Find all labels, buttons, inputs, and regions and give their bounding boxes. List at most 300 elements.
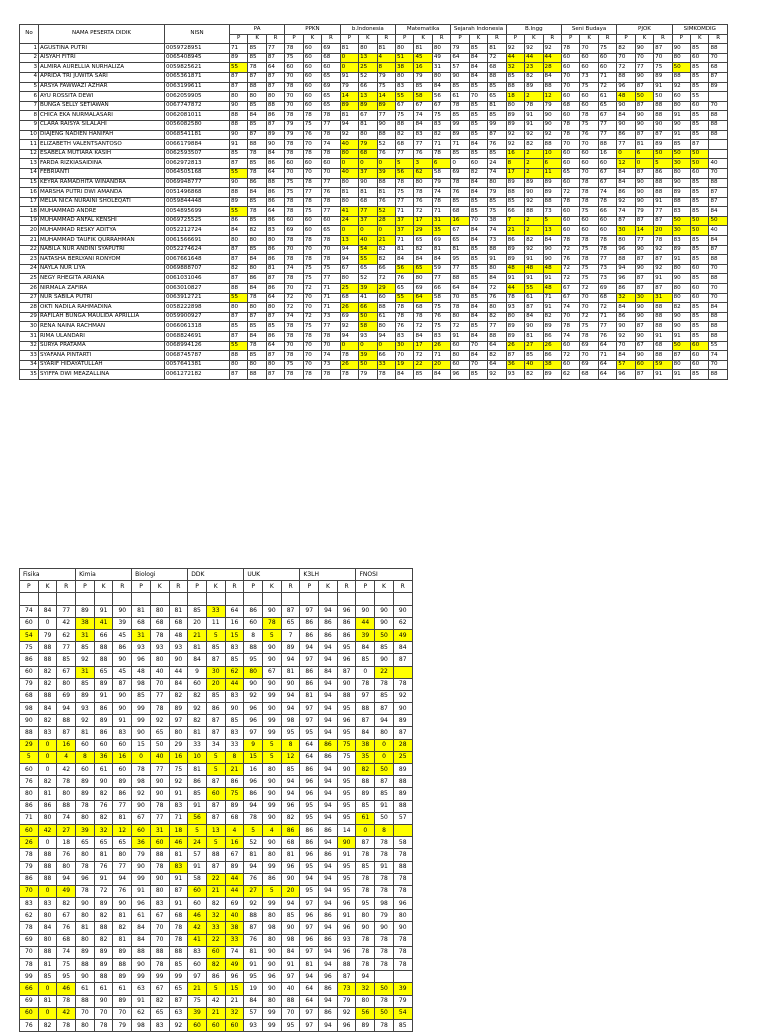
grade-cell: 69	[598, 284, 616, 294]
grade-cell: 85	[248, 44, 266, 54]
grade-cell: 91	[230, 140, 248, 150]
grade-cell: 35	[356, 751, 375, 763]
grade-cell: 15	[225, 629, 244, 641]
grade-cell: 85	[506, 72, 524, 82]
grade-cell: 0	[38, 837, 57, 849]
grade-cell: 85	[356, 861, 375, 873]
grade-cell: 94	[319, 605, 338, 617]
grade-cell: 85	[691, 312, 709, 322]
grade-cell: 27	[244, 885, 263, 897]
grade-cell: 92	[244, 898, 263, 910]
grade-cell: 84	[38, 703, 57, 715]
grade-cell: 5	[263, 751, 282, 763]
grade-cell: 87	[169, 885, 188, 897]
grade-cell: 78	[322, 236, 340, 246]
grade-cell: 82	[150, 995, 169, 1007]
grade-cell: 94	[319, 800, 338, 812]
grade-cell: 39	[393, 983, 412, 995]
col-name-header: NAMA PESERTA DIDIK	[39, 25, 165, 44]
grade-cell: 69	[432, 236, 450, 246]
grade-cell: 86	[94, 727, 113, 739]
grade-cell: 77	[396, 197, 414, 207]
grade-cell: 50	[709, 216, 727, 226]
grade-cell: 79	[635, 207, 653, 217]
student-name: MUHAMMAD ANDRE	[39, 207, 165, 217]
grade-cell: 35	[432, 226, 450, 236]
grade-cell: 16	[57, 739, 76, 751]
grade-cell: 60	[580, 226, 598, 236]
grade-cell: 86	[248, 274, 266, 284]
grade-cell: 91	[132, 885, 151, 897]
grade-cell: 44	[225, 678, 244, 690]
grade-cell: 90	[525, 322, 543, 332]
grade-cell: 88	[230, 351, 248, 361]
table-row	[20, 727, 413, 739]
grade-cell: 78	[169, 934, 188, 946]
grade-cell: 84	[188, 654, 207, 666]
grade-cell: 88	[356, 703, 375, 715]
grade-cell: 89	[94, 898, 113, 910]
grade-cell: 88	[266, 178, 284, 188]
grade-cell: 67	[57, 910, 76, 922]
grade-cell: 84	[469, 351, 487, 361]
grade-cell: 79	[359, 140, 377, 150]
grade-cell: 77	[451, 264, 469, 274]
grade-cell: 85	[469, 82, 487, 92]
grade-cell: 76	[451, 188, 469, 198]
grade-cell: 66	[94, 629, 113, 641]
grade-cell: 70	[709, 101, 727, 111]
student-name: AGUSTINA PUTRI	[39, 44, 165, 54]
grade-cell: 78	[248, 63, 266, 73]
table-row	[20, 92, 728, 102]
grade-cell: 86	[337, 617, 356, 629]
grade-cell: 72	[561, 274, 579, 284]
grade-cell: 78	[393, 678, 412, 690]
grade-cell: 56	[396, 168, 414, 178]
grade-cell: 60	[285, 159, 303, 169]
grade-cell: 90	[230, 101, 248, 111]
grade-cell: 0	[356, 666, 375, 678]
grade-cell: 92	[617, 332, 635, 342]
grade-cell: 91	[654, 197, 672, 207]
grade-cell: 75	[285, 188, 303, 198]
grade-cell: 72	[94, 885, 113, 897]
grade-cell: 60	[20, 824, 39, 836]
grade-cell: 77	[488, 322, 506, 332]
grade-cell: 91	[375, 861, 394, 873]
grade-cell: 91	[169, 788, 188, 800]
grade-cell: 80	[617, 236, 635, 246]
grade-cell: 86	[206, 971, 225, 983]
grade-cell: 90	[230, 130, 248, 140]
grade-cell: 85	[691, 370, 709, 380]
grade-cell: 68	[169, 617, 188, 629]
grade-cell: 40	[225, 910, 244, 922]
grade-cell: 21	[206, 885, 225, 897]
grade-cell: 82	[672, 303, 690, 313]
grade-cell: 85	[691, 178, 709, 188]
subcol-header: K	[263, 581, 282, 593]
grade-cell: 88	[57, 715, 76, 727]
row-number: 27	[20, 293, 39, 303]
grade-cell: 65	[598, 101, 616, 111]
grade-cell: 90	[76, 898, 95, 910]
row-number: 33	[20, 351, 39, 361]
grade-cell: 26	[20, 837, 39, 849]
grade-cell: 85	[469, 149, 487, 159]
grade-cell: 87	[635, 130, 653, 140]
grade-cell: 94	[375, 715, 394, 727]
subcol-header: P	[340, 34, 358, 44]
grade-cell	[393, 666, 412, 678]
grade-cell: 54	[393, 1007, 412, 1019]
grade-cell: 82	[525, 140, 543, 150]
grade-cell: 78	[356, 678, 375, 690]
grade-cell: 84	[617, 303, 635, 313]
grade-cell: 60	[322, 159, 340, 169]
grade-cell: 60	[598, 159, 616, 169]
student-nisn: 0061566691	[165, 236, 230, 246]
grade-cell: 96	[225, 971, 244, 983]
grade-cell: 64	[598, 360, 616, 370]
grade-cell: 93	[506, 370, 524, 380]
grade-cell: 78	[375, 959, 394, 971]
grade-cell: 90	[672, 178, 690, 188]
grade-cell: 80	[76, 934, 95, 946]
grade-cell: 75	[396, 111, 414, 121]
grade-cell: 78	[285, 332, 303, 342]
student-nisn: 0065408945	[165, 53, 230, 63]
grade-cell: 88	[543, 197, 561, 207]
grade-cell: 88	[266, 101, 284, 111]
grade-cell: 60	[691, 293, 709, 303]
grade-cell: 90	[150, 788, 169, 800]
grade-cell: 88	[337, 959, 356, 971]
grade-cell: 86	[506, 236, 524, 246]
grade-cell: 82	[469, 168, 487, 178]
grade-cell: 58	[393, 837, 412, 849]
grade-cell: 70	[580, 293, 598, 303]
grade-cell: 73	[543, 207, 561, 217]
grade-cell: 30	[672, 159, 690, 169]
grade-cell: 88	[488, 332, 506, 342]
grade-cell: 37	[359, 168, 377, 178]
grade-cell: 90	[263, 654, 282, 666]
grade-cell: 77	[377, 111, 395, 121]
grades-table-secondary	[19, 568, 413, 1032]
grade-cell: 81	[169, 849, 188, 861]
grade-cell: 60	[303, 101, 321, 111]
grade-cell: 50	[654, 92, 672, 102]
grade-cell: 62	[20, 910, 39, 922]
grade-cell: 86	[654, 168, 672, 178]
grade-cell: 78	[285, 44, 303, 54]
grade-cell: 89	[393, 715, 412, 727]
grade-cell: 0	[377, 341, 395, 351]
table-row	[20, 605, 413, 617]
grade-cell: 8	[375, 824, 394, 836]
grade-cell: 25	[359, 63, 377, 73]
grade-cell: 80	[248, 264, 266, 274]
grade-cell: 60	[206, 946, 225, 958]
grade-cell: 50	[672, 149, 690, 159]
grade-cell: 99	[263, 690, 282, 702]
grade-cell: 76	[580, 130, 598, 140]
grade-cell: 80	[244, 666, 263, 678]
row-number: 29	[20, 312, 39, 322]
grade-cell: 81	[300, 959, 319, 971]
grade-cell: 90	[635, 72, 653, 82]
grade-cell: 69	[20, 995, 39, 1007]
blank-cell	[169, 593, 188, 605]
grade-cell: 78	[451, 178, 469, 188]
grade-cell: 70	[322, 341, 340, 351]
grade-cell: 87	[266, 120, 284, 130]
grade-cell: 31	[432, 216, 450, 226]
grade-cell: 89	[356, 1019, 375, 1031]
grade-cell: 60	[691, 341, 709, 351]
table-row	[20, 800, 413, 812]
grade-cell: 78	[322, 111, 340, 121]
grade-cell: 29	[414, 226, 432, 236]
grade-cell: 24	[488, 159, 506, 169]
blank-cell	[375, 593, 394, 605]
grade-cell: 78	[303, 332, 321, 342]
table-header-row	[20, 25, 728, 35]
grade-cell: 82	[113, 922, 132, 934]
grade-cell: 90	[672, 120, 690, 130]
table-row	[20, 971, 413, 983]
grade-cell: 78	[263, 617, 282, 629]
grade-cell: 96	[319, 971, 338, 983]
grade-cell: 78	[598, 245, 616, 255]
grade-cell: 90	[230, 178, 248, 188]
grade-cell: 70	[617, 53, 635, 63]
grade-cell: 29	[169, 739, 188, 751]
table-row	[20, 72, 728, 82]
table-row	[20, 788, 413, 800]
student-nisn: 0059825621	[165, 63, 230, 73]
grade-cell: 69	[580, 360, 598, 370]
grade-cell: 86	[319, 824, 338, 836]
grade-cell: 78	[561, 322, 579, 332]
grade-cell: 80	[414, 274, 432, 284]
student-name: NIRMALA ZAFIRA	[39, 284, 165, 294]
grade-cell: 75	[337, 739, 356, 751]
grade-cell: 50	[672, 216, 690, 226]
grade-cell: 99	[263, 861, 282, 873]
row-number: 3	[20, 63, 39, 73]
row-number: 17	[20, 197, 39, 207]
grade-cell: 95	[337, 800, 356, 812]
grade-cell: 85	[375, 690, 394, 702]
grade-cell: 85	[469, 130, 487, 140]
grade-cell: 91	[188, 800, 207, 812]
student-name: NEGY RHEGITA ARIANA	[39, 274, 165, 284]
grade-cell: 65	[322, 72, 340, 82]
student-nisn: 0063010827	[165, 284, 230, 294]
grade-cell: 92	[654, 264, 672, 274]
grade-cell: 60	[206, 788, 225, 800]
grade-cell: 82	[94, 934, 113, 946]
grade-cell: 67	[451, 226, 469, 236]
grade-cell: 87	[635, 274, 653, 284]
row-number: 22	[20, 245, 39, 255]
blank-cell	[150, 593, 169, 605]
table-row	[20, 703, 413, 715]
grade-cell: 70	[580, 303, 598, 313]
student-nisn: 0058222898	[165, 303, 230, 313]
grade-cell: 85	[691, 255, 709, 265]
table-row	[20, 63, 728, 73]
grade-cell: 71	[396, 236, 414, 246]
grade-cell: 70	[654, 53, 672, 63]
grade-cell: 75	[20, 642, 39, 654]
grade-cell: 27	[525, 341, 543, 351]
grade-cell: 94	[319, 642, 338, 654]
table-row	[20, 934, 413, 946]
grade-cell: 21	[506, 226, 524, 236]
table-row	[20, 739, 413, 751]
table-row	[20, 885, 413, 897]
grade-cell: 89	[506, 322, 524, 332]
grade-cell: 82	[396, 130, 414, 140]
grade-cell: 66	[506, 207, 524, 217]
grade-cell: 0	[340, 159, 358, 169]
student-nisn: 0068541181	[165, 130, 230, 140]
grade-cell: 76	[322, 188, 340, 198]
grade-cell: 96	[132, 898, 151, 910]
grade-cell: 83	[225, 727, 244, 739]
subject-header: PA	[230, 25, 285, 35]
grade-cell: 17	[414, 216, 432, 226]
grade-cell: 52	[377, 207, 395, 217]
grade-cell: 88	[230, 284, 248, 294]
grade-cell: 85	[188, 788, 207, 800]
grade-cell: 87	[691, 140, 709, 150]
grade-cell: 39	[188, 1007, 207, 1019]
grade-cell: 82	[206, 959, 225, 971]
grade-cell: 61	[94, 764, 113, 776]
grade-cell: 78	[150, 629, 169, 641]
row-number: 14	[20, 168, 39, 178]
grade-cell: 90	[263, 703, 282, 715]
grade-cell: 70	[709, 293, 727, 303]
grade-cell: 88	[244, 910, 263, 922]
table-row	[20, 617, 413, 629]
grade-cell: 78	[432, 197, 450, 207]
grade-cell: 5	[206, 751, 225, 763]
grade-cell: 60	[188, 898, 207, 910]
grade-cell: 48	[132, 666, 151, 678]
grade-cell: 78	[76, 861, 95, 873]
grade-cell: 60	[303, 72, 321, 82]
grade-cell: 7	[506, 216, 524, 226]
grade-cell: 68	[322, 53, 340, 63]
grade-cell: 92	[337, 1007, 356, 1019]
grade-cell: 75	[225, 788, 244, 800]
grade-cell: 88	[617, 255, 635, 265]
grade-cell: 70	[285, 341, 303, 351]
student-nisn: 0062059905	[165, 92, 230, 102]
grade-cell: 84	[469, 284, 487, 294]
grade-cell: 77	[635, 236, 653, 246]
grade-cell: 84	[414, 255, 432, 265]
grade-cell: 66	[359, 303, 377, 313]
grade-cell: 90	[263, 678, 282, 690]
grade-cell: 62	[561, 370, 579, 380]
grade-cell: 74	[414, 111, 432, 121]
grade-cell: 17	[414, 341, 432, 351]
grade-cell: 78	[248, 168, 266, 178]
subcol-header: R	[598, 34, 616, 44]
grade-cell: 85	[691, 82, 709, 92]
grade-cell: 76	[303, 130, 321, 140]
grade-cell: 87	[654, 255, 672, 265]
grade-cell: 64	[598, 341, 616, 351]
grade-cell: 40	[525, 360, 543, 370]
grade-cell: 78	[393, 885, 412, 897]
grade-cell: 71	[432, 207, 450, 217]
grade-cell: 88	[617, 72, 635, 82]
grade-cell: 13	[340, 236, 358, 246]
grade-cell: 85	[691, 63, 709, 73]
grade-cell: 44	[356, 617, 375, 629]
grade-cell: 89	[76, 690, 95, 702]
grade-cell: 86	[319, 910, 338, 922]
grade-cell: 0	[38, 885, 57, 897]
subcol-header: P	[300, 581, 319, 593]
grade-cell: 85	[248, 245, 266, 255]
grade-cell: 7	[281, 629, 300, 641]
subcol-header: R	[709, 34, 727, 44]
grade-cell: 77	[359, 207, 377, 217]
grade-cell: 85	[691, 120, 709, 130]
grade-cell: 90	[543, 111, 561, 121]
grade-cell: 99	[263, 715, 282, 727]
grade-cell: 88	[654, 322, 672, 332]
grade-cell: 0	[356, 824, 375, 836]
grade-cell: 81	[113, 934, 132, 946]
grade-cell: 38	[488, 216, 506, 226]
table-row	[20, 946, 413, 958]
grade-cell: 67	[598, 178, 616, 188]
grade-cell: 65	[451, 236, 469, 246]
grade-cell: 78	[580, 111, 598, 121]
grade-cell: 90	[359, 178, 377, 188]
table-row	[20, 861, 413, 873]
blank-cell	[132, 593, 151, 605]
grade-cell: 22	[414, 360, 432, 370]
grade-cell: 88	[654, 178, 672, 188]
grade-cell: 78	[57, 995, 76, 1007]
blank-cell	[94, 593, 113, 605]
grade-cell: 30	[635, 293, 653, 303]
grade-cell: 94	[244, 800, 263, 812]
grade-cell: 85	[469, 111, 487, 121]
grade-cell: 96	[300, 776, 319, 788]
grade-cell: 66	[377, 264, 395, 274]
grade-cell: 95	[281, 727, 300, 739]
student-nisn: 0066179884	[165, 140, 230, 150]
grade-cell: 85	[469, 293, 487, 303]
grade-cell: 90	[672, 44, 690, 54]
student-name: RAFILAH BUNGA MAULIDA APRILLIA	[39, 312, 165, 322]
grade-cell: 73	[598, 264, 616, 274]
grade-cell: 82	[488, 351, 506, 361]
grade-cell: 90	[281, 922, 300, 934]
